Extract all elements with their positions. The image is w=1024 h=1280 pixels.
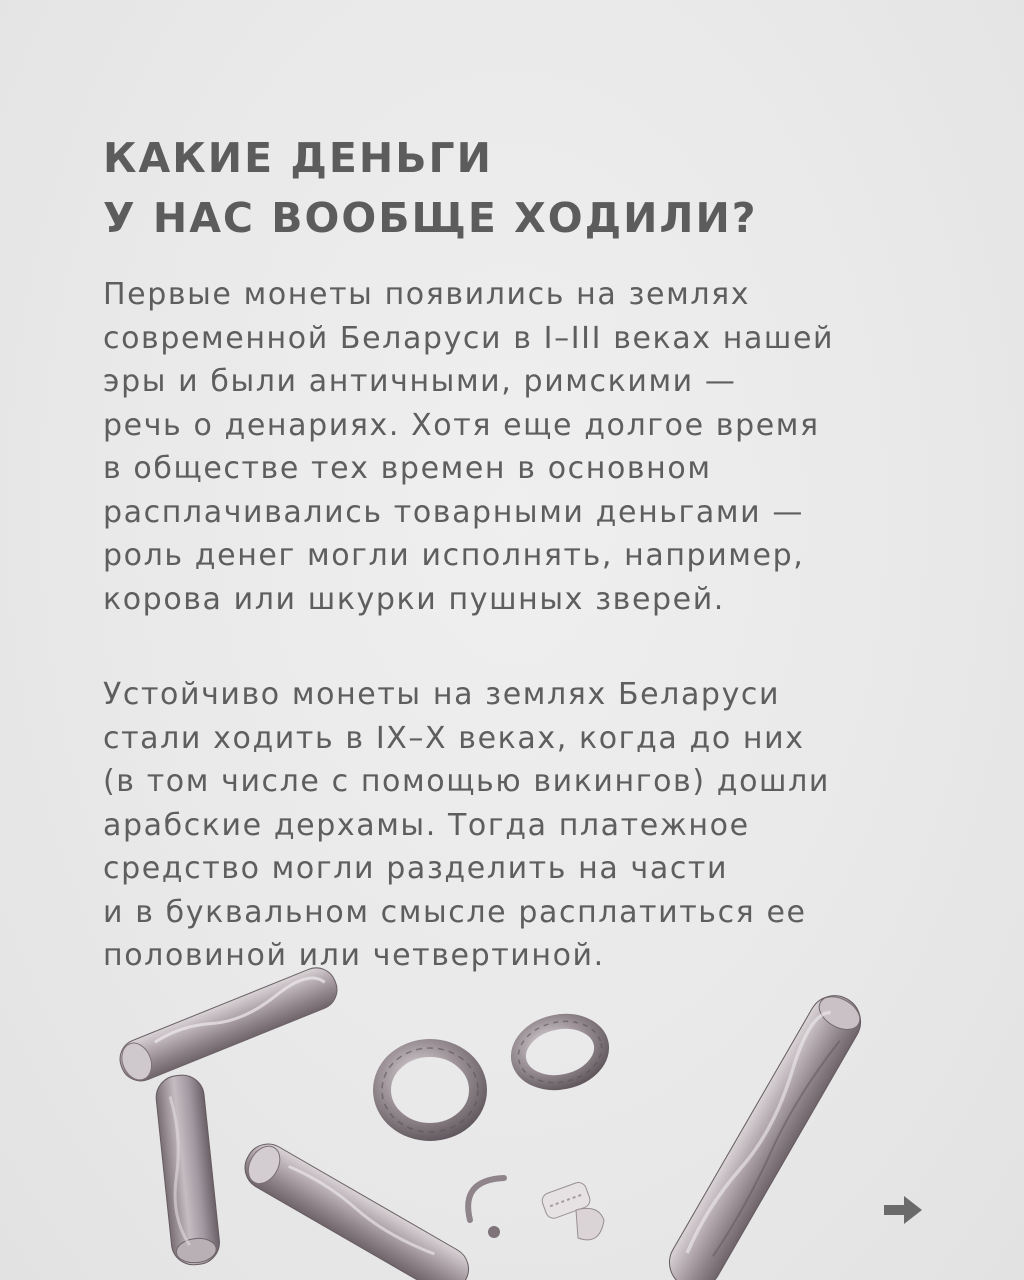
paragraph-line: эры и были античными, римскими — <box>103 364 737 399</box>
paragraph-line: Устойчиво монеты на землях Беларуси <box>103 677 781 712</box>
silver-artifacts-illustration <box>100 960 960 1280</box>
title-line-2: У НАС ВООБЩЕ ХОДИЛИ? <box>103 194 758 242</box>
silver-ingot <box>660 986 870 1280</box>
silver-fragment <box>468 1178 504 1238</box>
paragraph-line: половиной или четвертиной. <box>103 938 605 973</box>
title-line-1: КАКИЕ ДЕНЬГИ <box>103 134 493 182</box>
paragraph-line: арабские дерхамы. Тогда платежное <box>103 807 750 843</box>
arrow-right-icon[interactable] <box>884 1196 922 1224</box>
paragraph-line: в обществе тех времен в основном <box>103 451 712 486</box>
page-title <box>103 128 963 248</box>
paragraph-line: средство могли разделить на части <box>103 851 729 886</box>
paragraph-line: речь о денариях. Хотя еще долгое время <box>103 407 820 443</box>
silver-ring <box>382 1048 478 1132</box>
paragraph-line: Первые монеты появились на землях <box>103 277 751 312</box>
silver-ring <box>513 1014 608 1090</box>
silver-ingot <box>237 1136 477 1280</box>
paragraph-first-coins <box>103 273 983 621</box>
paragraph-line: и в буквальном смысле расплатиться ее <box>103 894 807 930</box>
silver-ingot <box>114 962 343 1087</box>
paragraph-line: расплачивались товарными деньгами — <box>103 494 804 530</box>
paragraph-line: (в том числе с помощью викингов) дошли <box>103 764 830 799</box>
paragraph-line: роль денег могли исполнять, например, <box>103 538 805 573</box>
coin-fragment <box>576 1208 604 1240</box>
paragraph-line: корова или шкурки пушных зверей. <box>103 581 725 617</box>
paragraph-line: современной Беларуси в I–III веках нашей <box>103 320 835 356</box>
silver-ingot <box>154 1073 222 1267</box>
paragraph-line: стали ходить в IX–X веках, когда до них <box>103 720 805 756</box>
paragraph-dirhams <box>103 673 983 978</box>
